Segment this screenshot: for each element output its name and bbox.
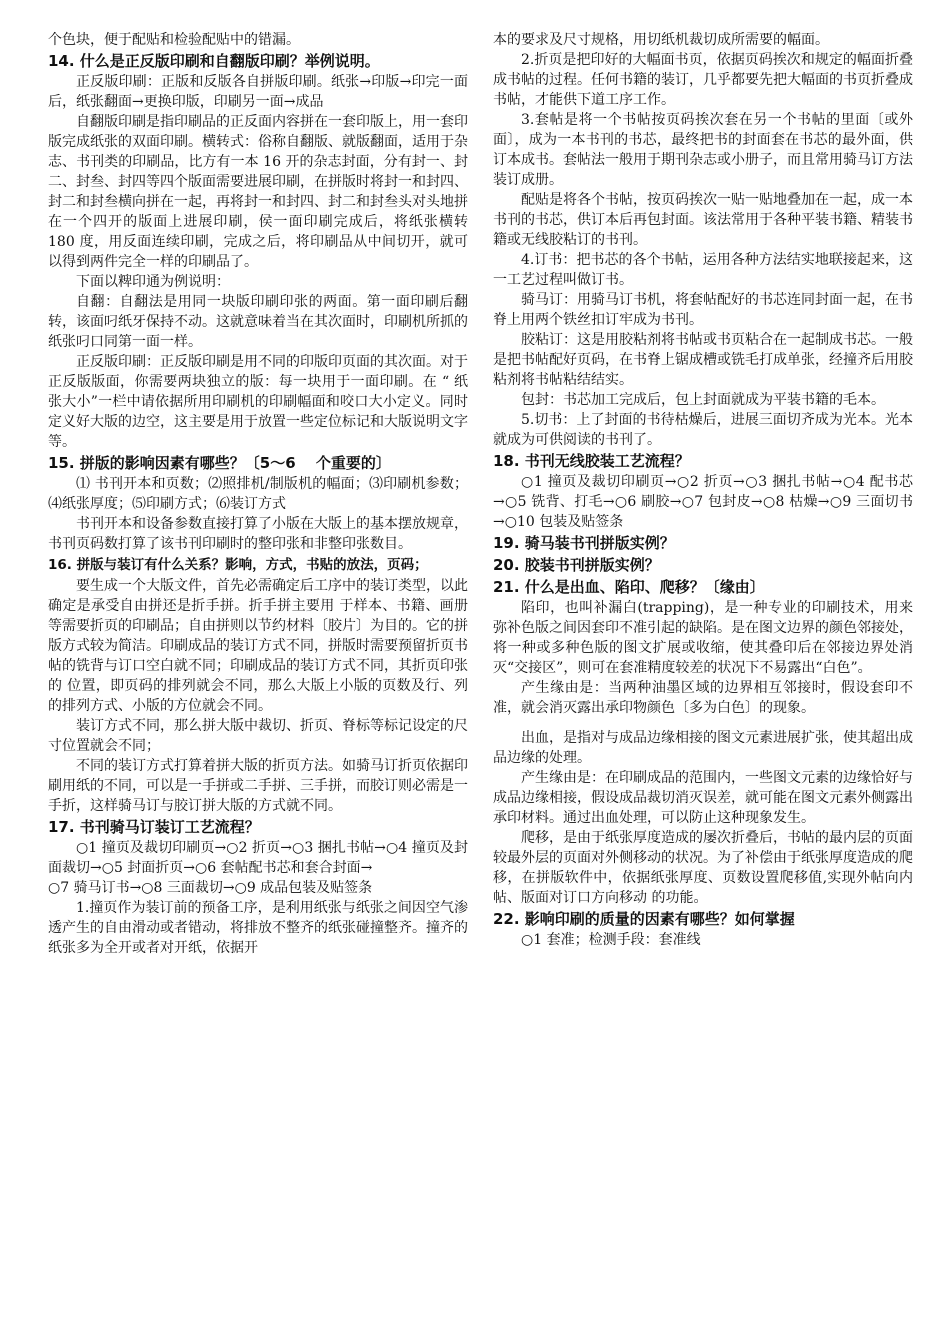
paragraph: 陷印，也叫补漏白(trapping)，是一种专业的印刷技术，用来弥补色版之间因套印不准引起的缺陷。是在图文边界的颜色邻接处，将一种或多种色版的图文扩展或收缩，使其叠印后在邻接边界处消灭“交接区”，则可在套准精度较差的状况下不易露出“白色”。	[493, 600, 913, 676]
paragraph: 正反版印刷：正反版印刷是用不同的印版印页面的其次面。对于正反版版面，你需要两块独立的版：每一块用于一面印刷。在 “ 纸张大小”一栏中请依据所用印刷机的印刷幅面和咬口大小定义。同时定义好大版的边空，这主要是用于放置一些定位标记和大版说明文字等。	[48, 354, 468, 450]
paragraph: 包封：书芯加工完成后，包上封面就成为平装书籍的毛本。	[521, 392, 885, 408]
paragraph: 3.套帖是将一个书帖按页码挨次套在另一个书帖的里面〔或外面〕，成为一本书刊的书芯，最终把书的封面套在书芯的最外面，供订本成书。套帖法一般用于期刊杂志或小册子，而且常用骑马订方法装订成册。	[493, 112, 913, 188]
paragraph: 个色块，便于配贴和检验配贴中的错漏。	[48, 32, 300, 48]
section-heading: 14. 什么是正反版印刷和自翻版印刷？举例说明。	[48, 52, 380, 70]
paragraph: 5.切书：上了封面的书待枯燥后，进展三面切齐成为光本。光本就成为可供阅读的书刊了。	[493, 412, 913, 448]
paragraph: ○1 套准；检测手段：套准线	[521, 932, 701, 948]
paragraph: 产生缘由是：在印刷成品的范围内，一些图文元素的边缘恰好与成品边缘相接，假设成品裁切消灭误差，就可能在图文元素外侧露出承印材料。通过出血处理，可以防止这种现象发生。	[493, 770, 913, 826]
section-heading: 16. 拼版与装订有什么关系？影响，方式，书贴的放法，页码；	[48, 557, 428, 573]
section-heading: 21. 什么是出血、陷印、爬移？〔缘由〕	[493, 578, 765, 596]
paragraph: 正反版印刷：正版和反版各自拼版印刷。纸张→印版→印完一面后，纸张翻面→更换印版，印刷另一面→成品	[48, 74, 468, 110]
paragraph: 自翻：自翻法是用同一块版印刷印张的两面。第一面印刷后翻转，该面叼纸牙保持不动。这就意味着当在其次面时，印刷机所抓的纸张叼口同第一面一样。	[48, 294, 468, 350]
paragraph: 骑马订：用骑马订书机，将套帖配好的书芯连同封面一起，在书脊上用两个铁丝扣订牢成为书刊。	[493, 292, 913, 328]
paragraph: ○1 撞页及裁切印刷页→○2 折页→○3 捆扎书帖→○4 撞页及封面裁切→○5 封面折页→○6 套帖配书芯和套合封面→	[48, 840, 468, 876]
paragraph: ○1 撞页及裁切印刷页→○2 折页→○3 捆扎书帖→○4 配书芯→○5 铣背、打毛→○6 刷胶→○7 包封皮→○8 枯燥→○9 三面切书→○10 包装及贴签条	[493, 474, 913, 530]
paragraph: 1.撞页作为装订前的预备工序，是利用纸张与纸张之间因空气渗透产生的自由滑动或者错动，将排放不整齐的纸张碰撞整齐。撞齐的纸张多为全开或者对开纸，依据开	[48, 900, 468, 956]
section-heading: 19. 骑马装书刊拼版实例？	[493, 534, 675, 552]
left-column	[48, 30, 468, 958]
paragraph: ⑴ 书刊开本和页数；⑵照排机/制版机的幅面；⑶印刷机参数；⑷纸张厚度；⑸印刷方式；⑹装订方式	[48, 476, 468, 512]
paragraph: 出血，是指对与成品边缘相接的图文元素进展扩张，使其超出成品边缘的处理。	[493, 730, 913, 766]
paragraph: 不同的装订方式打算着拼大版的折页方法。如骑马订折页依据印刷用纸的不同，可以是一手拼或二手拼、三手拼，而胶订则必需是一手折，这样骑马订与胶订拼大版的方式就不同。	[48, 758, 468, 814]
paragraph: 下面以粺印通为例说明：	[76, 274, 230, 290]
paragraph: 2.折页是把印好的大幅面书页，依据页码挨次和规定的幅面折叠成书帖的过程。任何书籍的装订，几乎都要先把大幅面的书页折叠成书帖，才能供下道工序工作。	[493, 52, 913, 108]
paragraph: 配贴是将各个书帖，按页码挨次一贴一贴地叠加在一起，成一本书刊的书芯，供订本后再包封面。该法常用于各种平装书籍、精装书籍或无线胶粘订的书刊。	[493, 192, 913, 248]
paragraph: 爬移，是由于纸张厚度造成的屡次折叠后，书帖的最内层的页面较最外层的页面对外侧移动的状况。为了补偿由于纸张厚度造成的爬移，在拼版软件中，依据纸张厚度、页数设置爬移值,实现外帖向内帖、版面对订口方向移动 的功能。	[493, 830, 913, 906]
paragraph: 装订方式不同，那么拼大版中裁切、折页、脊标等标记设定的尺寸位置就会不同；	[48, 718, 468, 754]
paragraph: 胶粘订：这是用胶粘剂将书帖或书页粘合在一起制成书芯。一般是把书帖配好页码，在书脊上锯成槽或铣毛打成单张，经撞齐后用胶粘剂将书帖粘结结实。	[493, 332, 913, 388]
paragraph: 本的要求及尺寸规格，用切纸机裁切成所需要的幅面。	[493, 32, 829, 48]
paragraph: 产生缘由是：当两种油墨区域的边界相互邻接时，假设套印不准，就会消灭露出承印物颜色〔多为白色〕的现象。	[493, 680, 913, 716]
paragraph: 要生成一个大版文件，首先必需确定后工序中的装订类型，以此确定是承受自由拼还是折手拼。折手拼主要用 于样本、书籍、画册等需要折页的印刷品；自由拼则以节约材料〔胶片〕为目的。它的拼版方式较为简洁。印刷成品的装订方式不同，拼版时需要预留折页书帖的铣背与订口空白就不同；印刷成品的装订方式不同，其折页印张的 位置，即页码的排列就会不同，那么大版上小版的页数及行、列的排列方式、小版的方位就会不同。	[48, 578, 468, 714]
paragraph: ○7 骑马订书→○8 三面裁切→○9 成品包装及贴签条	[48, 880, 373, 896]
section-heading: 20. 胶装书刊拼版实例？	[493, 556, 660, 574]
paragraph: 自翻版印刷是指印刷品的正反面内容拼在一套印版上，用一套印版完成纸张的双面印刷。横转式：俗称自翻版、就版翻面，适用于杂志、书刊类的印刷品，比方有一本 16 开的杂志封面，分有封一、封二、封叁、封四等四个版面需要进展印刷，在拼版时将封一和封四、封二和封叁横向拼在一起，再将封一和封四、封二和封叁头对头地拼在一个四开的版面上进展印刷，侯一面印刷完成后，将纸张横转 180 度，用反面连续印刷，完成之后，将印刷品从中间切开，就可以得到两件完全一样的印刷品了。	[48, 114, 468, 270]
section-heading: 22. 影响印刷的质量的因素有哪些？如何掌握	[493, 910, 795, 928]
section-heading: 18. 书刊无线胶装工艺流程？	[493, 452, 690, 470]
section-heading: 17. 书刊骑马订装订工艺流程？	[48, 818, 260, 836]
right-column	[493, 30, 913, 950]
paragraph: 书刊开本和设备参数直接打算了小版在大版上的基本摆放规章，书刊页码数打算了该书刊印刷时的整印张和非整印张数目。	[48, 516, 468, 552]
paragraph: 4.订书：把书芯的各个书帖，运用各种方法结实地联接起来，这一工艺过程叫做订书。	[493, 252, 913, 288]
section-heading: 15. 拼版的影响因素有哪些？〔5～6 个重要的〕	[48, 454, 391, 472]
